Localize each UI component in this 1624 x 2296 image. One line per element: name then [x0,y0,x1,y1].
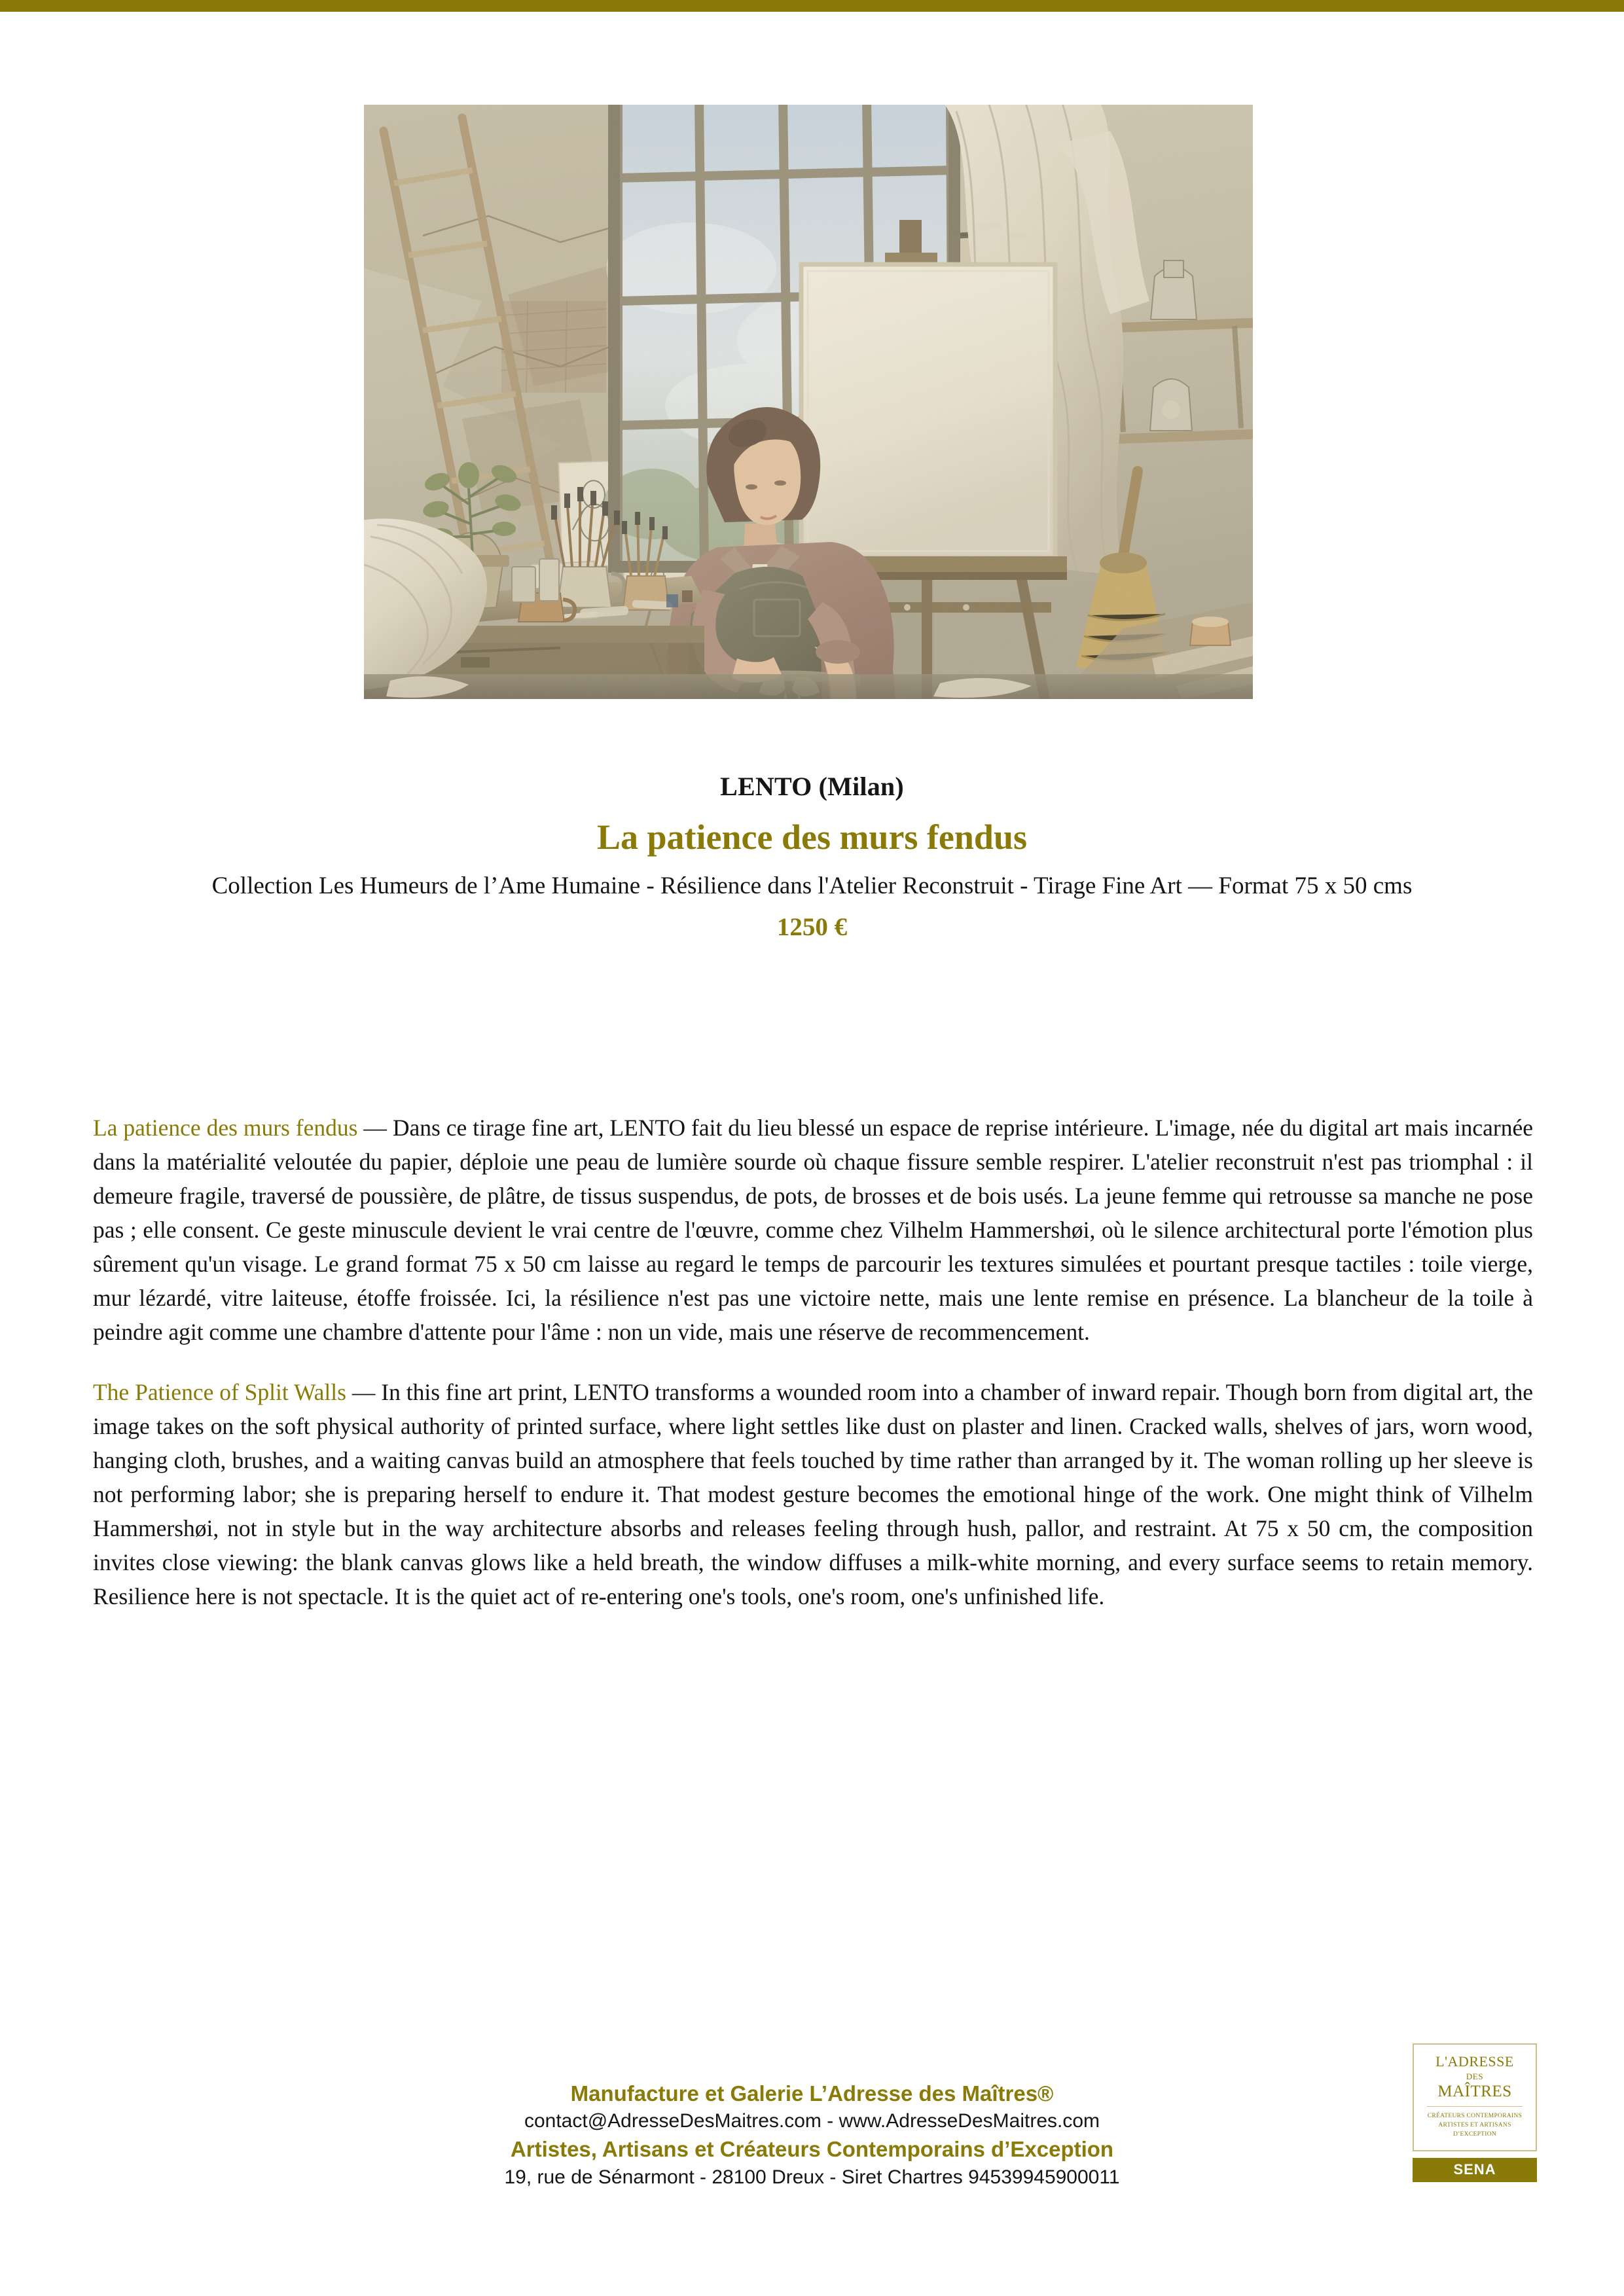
top-gold-rule [0,0,1624,12]
paragraph-french-lead: La patience des murs fendus [93,1115,358,1141]
logo-sub-exception: D’EXCEPTION [1453,2130,1497,2138]
paragraph-english-lead: The Patience of Split Walls [93,1379,346,1405]
artist-name: LENTO (Milan) [720,772,904,801]
logo-line-adresse: L'ADRESSE [1435,2053,1514,2070]
paragraph-english [93,1375,1533,1613]
logo-sub-artistes: ARTISTES ET ARTISANS [1438,2122,1511,2129]
description-body [93,1111,1533,1640]
logo-line-maitres: MAÎTRES [1437,2083,1512,2101]
logo-divider [1427,2106,1523,2107]
footer [0,2080,1624,2190]
sena-badge: SENA [1413,2158,1537,2182]
paragraph-english-text: In this fine art print, LENTO transforms a wounded room into a chamber of inward repair. Though born from digital art, the image takes on the soft physical authority of printed surface, where light settles like dust on plaster and linen. Cracked walls, shelves of jars, worn wood, hanging cloth, brushes, and a waiting canvas build an atmosphere that feels touched by time rather than arranged by it. The woman rolling up her sleeve is not performing labor; she is preparing herself to endure it. That modest gesture becomes the emotional hinge of the work. One might think of Vilhelm Hammershøi, not in style but in the way architecture absorbs and releases feeling through hush, pallor, and restraint. At 75 x 50 cm, the composition invites close viewing: the blank canvas glows like a held breath, the window diffuses a milk-white morning, and every surface seems to retain memory. Resilience here is not spectacle. It is the quiet act of re-entering one's tools, one's room, one's unfinished life. [93,1379,1534,1609]
work-subtitle: Collection Les Humeurs de l’Ame Humaine - Résilience dans l'Atelier Reconstruit - Tirage Fine Art — Format 75 x 50 cms [211,872,1413,900]
paragraph-french-text: Dans ce tirage fine art, LENTO fait du lieu blessé un espace de reprise intérieure. L'image, née du digital art mais incarnée dans la matérialité veloutée du papier, déploie une peau de lumière sourde où chaque fissure semble respirer. L'atelier reconstruit n'est pas triomphal : il demeure fragile, traversé de poussière, de plâtre, de tissus suspendus, de pots, de brosses et de bois usés. La jeune femme qui retrousse sa manche ne pose pas ; elle consent. Ce geste minuscule devient le vrai centre de l'œuvre, comme chez Vilhelm Hammershøi, où le silence architectural porte l'émotion plus sûrement qu'un visage. Le grand format 75 x 50 cm laisse au regard le temps de parcourir les textures simulées et pourtant presque tactiles : toile vierge, mur lézardé, vitre laiteuse, étoffe froissée. Ici, la résilience n'est pas une victoire nette, mais une lente remise en présence. La blancheur de la toile à peindre agit comme une chambre d'attente pour l'âme : non un vide, mais une réserve de recommencement. [93,1115,1534,1345]
logo-sub-createurs: CRÉATEURS CONTEMPORAINS [1427,2113,1523,2120]
footer-address: 19, rue de Sénarmont - 28100 Dreux - Siret Chartres 94539945900011 [504,2166,1120,2188]
brand-logo-block [1413,2043,1537,2182]
paragraph-french [93,1111,1533,1349]
logo-line-des: DES [1466,2072,1484,2082]
work-price: 1250 € [776,913,848,942]
work-title: La patience des murs fendus [596,817,1028,857]
logo-card [1413,2043,1537,2151]
paragraph-french-dash: — [357,1115,393,1141]
footer-contact[interactable]: contact@AdresseDesMaitres.com - www.AdresseDesMaitres.com [524,2109,1100,2132]
footer-company-name: Manufacture et Galerie L’Adresse des Maîtres® [570,2081,1054,2106]
title-block [85,771,1539,942]
artwork-image [364,105,1253,699]
footer-tagline: Artistes, Artisans et Créateurs Contemporains d’Exception [510,2137,1114,2162]
paragraph-english-dash: — [346,1379,382,1405]
artwork-illustration [364,105,1253,699]
